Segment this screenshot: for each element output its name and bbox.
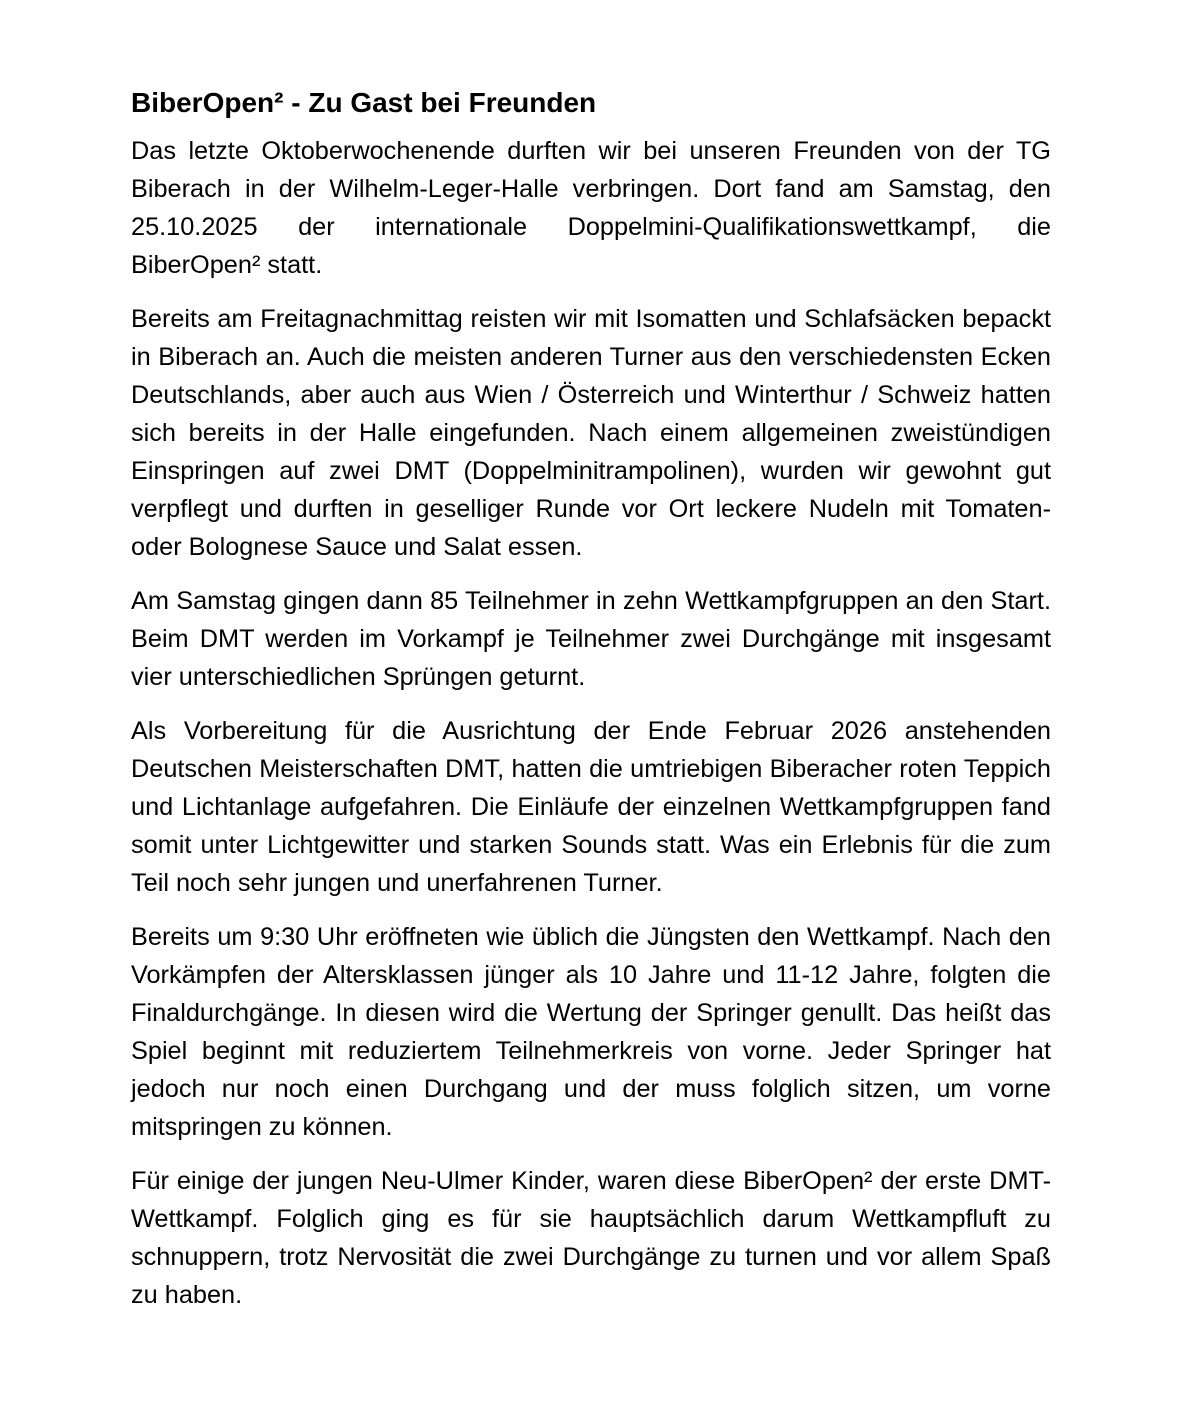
paragraph-saturday-start: Am Samstag gingen dann 85 Teilnehmer in zehn Wettkampfgruppen an den Start. Beim DMT werden im Vorkampf je Teilnehmer zwei Durchgänge mit insgesamt vier unterschiedlichen Sprüngen geturnt. (131, 586, 1051, 691)
paragraph-intro: Das letzte Oktoberwochenende durften wir bei unseren Freunden von der TG Biberach in der Wilhelm-Leger-Halle verbringen. Dort fand am Samstag, den 25.10.2025 der internationale Doppelmini-Qualifikationswettkampf, die BiberOpen² statt. (131, 136, 1051, 279)
article-title: BiberOpen² - Zu Gast bei Freunden (131, 87, 597, 118)
paragraph-friday-arrival: Bereits am Freitagnachmittag reisten wir mit Isomatten und Schlafsäcken bepackt in Biberach an. Auch die meisten anderen Turner aus den verschiedensten Ecken Deutschlands, aber auch aus Wien / Österreich und Winterthur / Schweiz hatten sich bereits in der Halle eingefunden. Nach einem allgemeinen zweistündigen Einspringen auf zwei DMT (Doppelminitrampolinen), wurden wir gewohnt gut verpflegt und durften in geselliger Runde vor Ort leckere Nudeln mit Tomaten- oder Bolognese Sauce und Salat essen. (131, 304, 1051, 561)
paragraph-preparation: Als Vorbereitung für die Ausrichtung der Ende Februar 2026 anstehenden Deutschen Meisterschaften DMT, hatten die umtriebigen Biberacher roten Teppich und Lichtanlage aufgefahren. Die Einläufe der einzelnen Wettkampfgruppen fand somit unter Lichtgewitter und starken Sounds statt. Was ein Erlebnis für die zum Teil noch sehr jungen und unerfahrenen Turner. (131, 716, 1051, 897)
document-page (131, 86, 1051, 1330)
paragraph-neu-ulm-kids: Für einige der jungen Neu-Ulmer Kinder, waren diese BiberOpen² der erste DMT-Wettkampf. Folglich ging es für sie hauptsächlich darum Wettkampfluft zu schnuppern, trotz Nervosität die zwei Durchgänge zu turnen und vor allem Spaß zu haben. (131, 1166, 1051, 1309)
paragraph-youngest: Bereits um 9:30 Uhr eröffneten wie üblich die Jüngsten den Wettkampf. Nach den Vorkämpfen der Altersklassen jünger als 10 Jahre und 11-12 Jahre, folgten die Finaldurchgänge. In diesen wird die Wertung der Springer genullt. Das heißt das Spiel beginnt mit reduziertem Teilnehmerkreis von vorne. Jeder Springer hat jedoch nur noch einen Durchgang und der muss folglich sitzen, um vorne mitspringen zu können. (131, 922, 1051, 1141)
